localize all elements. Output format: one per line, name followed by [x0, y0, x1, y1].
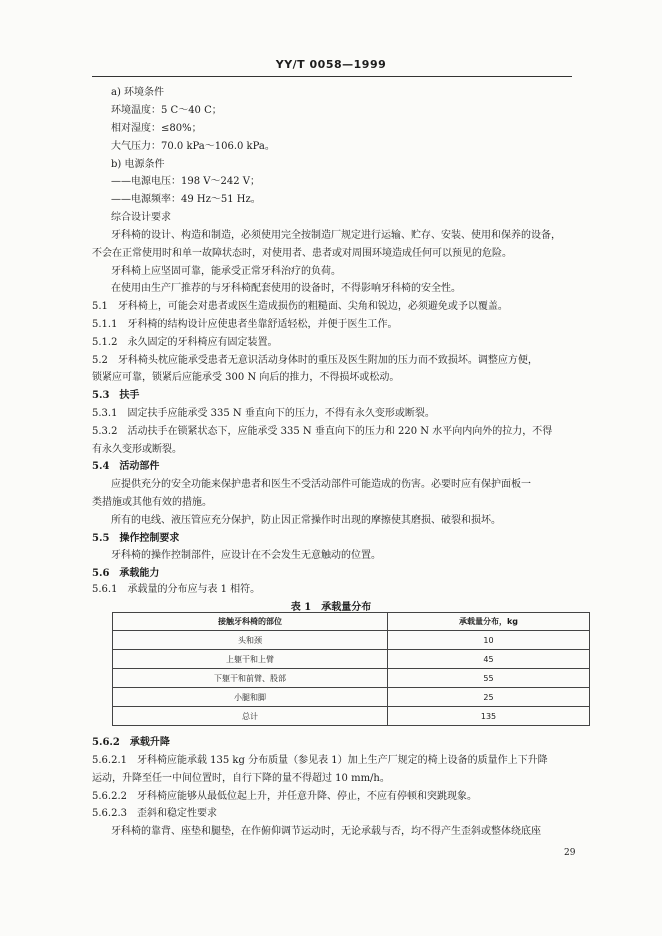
table-caption: 表 1 承载量分布 [290, 602, 372, 613]
clause-5-3-2: 5.3.2 活动扶手在锁紧状态下，应能承受 335 N 垂直向下的压力和 220 N 水平向内向外的拉力，不得 [92, 426, 553, 437]
paragraph-line: 牙科椅上应坚固可靠，能承受正常牙科治疗的负荷。 [111, 266, 341, 277]
page-number: 29 [564, 848, 576, 858]
clause-5-3-1: 5.3.1 固定扶手应能承受 335 N 垂直向下的压力，不得有永久变形或断裂。 [92, 408, 435, 419]
table-row [113, 688, 590, 707]
paragraph-line: 在使用由生产厂推荐的与牙科椅配套使用的设备时，不得影响牙科椅的安全性。 [111, 283, 461, 294]
paragraph-line: 牙科椅的设计、构造和制造，必须使用完全按制造厂规定进行运输、贮存、安装、使用和保养的设备， [111, 230, 561, 241]
env-humidity: 相对湿度：≤80%； [111, 123, 202, 134]
load-distribution-table [112, 612, 590, 726]
table-cell: 25 [388, 688, 590, 707]
table-row [113, 669, 590, 688]
power-frequency: ——电源频率：49 Hz～51 Hz。 [111, 194, 261, 205]
paragraph-line: 锁紧应可靠，锁紧后应能承受 300 N 向后的推力，不得损坏或松动。 [92, 372, 400, 383]
clause-5-2: 5.2 牙科椅头枕应能承受患者无意识活动身体时的重压及医生附加的压力而不致损坏。调整应方便， [92, 355, 538, 366]
table-cell: 55 [388, 669, 590, 688]
clause-5-6-2-2: 5.6.2.2 牙科椅应能够从最低位起上升，并任意升降、停止，不应有停顿和突跳现象。 [92, 791, 477, 802]
clause-5-1: 5.1 牙科椅上，可能会对患者或医生造成损伤的粗糙面、尖角和锐边，必须避免或予以覆盖。 [92, 301, 508, 312]
table-cell: 10 [388, 631, 590, 650]
clause-5-1-1: 5.1.1 牙科椅的结构设计应使患者坐靠舒适轻松，并便于医生工作。 [92, 319, 398, 330]
table-cell: 45 [388, 650, 590, 669]
paragraph-line: 运动，升降至任一中间位置时，自行下降的量不得超过 10 mm/h。 [92, 773, 390, 784]
table-cell: 上躯干和上臂 [113, 650, 388, 669]
paragraph-line: 牙科椅的靠背、座垫和腿垫，在作俯仰调节运动时，无论承载与否，均不得产生歪斜或整体绕底座 [111, 826, 541, 837]
clause-5-5-heading: 5.5 操作控制要求 [92, 533, 180, 544]
design-requirements-heading: 综合设计要求 [111, 212, 171, 223]
paragraph-line: 应提供充分的安全功能来保护患者和医生不受活动部件可能造成的伤害。必要时应有保护面板一 [111, 479, 531, 490]
clause-5-1-2: 5.1.2 永久固定的牙科椅应有固定装置。 [92, 337, 278, 348]
paragraph-line: 类措施或其他有效的措施。 [92, 497, 212, 508]
clause-5-6-2-1: 5.6.2.1 牙科椅应能承载 135 kg 分布质量（参见表 1）加上生产厂规定的椅上设备的质量作上下升降 [92, 755, 548, 766]
table-cell: 135 [388, 707, 590, 726]
paragraph-line: 不会在正常使用时和单一故障状态时，对使用者、患者或对周围环境造成任何可以预见的危险。 [92, 248, 512, 259]
paragraph-line: 有永久变形或断裂。 [92, 444, 182, 455]
table-row [113, 631, 590, 650]
clause-5-6-heading: 5.6 承载能力 [92, 568, 160, 579]
header-rule [92, 76, 572, 77]
table-cell: 小腿和脚 [113, 688, 388, 707]
clause-5-4-heading: 5.4 活动部件 [92, 461, 160, 472]
table-cell: 下躯干和前臂、股部 [113, 669, 388, 688]
table-header-cell: 承载量分布，kg [388, 613, 590, 631]
paragraph-line: 所有的电线、液压管应充分保护，防止因正常操作时出现的摩擦使其磨损、破裂和损坏。 [111, 515, 501, 526]
clause-5-6-1: 5.6.1 承载量的分布应与表 1 相符。 [92, 584, 261, 595]
standard-code-header: YY/T 0058—1999 [275, 58, 387, 71]
clause-5-3-heading: 5.3 扶手 [92, 390, 140, 401]
table-header-row [113, 613, 590, 631]
paragraph-line: 牙科椅的操作控制部件，应设计在不会发生无意触动的位置。 [111, 550, 381, 561]
table-cell: 头和颈 [113, 631, 388, 650]
env-pressure: 大气压力：70.0 kPa～106.0 kPa。 [111, 141, 275, 152]
table-header-cell: 接触牙科椅的部位 [113, 613, 388, 631]
table-row [113, 650, 590, 669]
clause-5-6-2-3: 5.6.2.3 歪斜和稳定性要求 [92, 808, 217, 819]
clause-5-6-2-heading: 5.6.2 承载升降 [92, 737, 170, 748]
power-voltage: ——电源电压：198 V～242 V； [111, 176, 260, 187]
table-row [113, 707, 590, 726]
env-conditions-label: a) 环境条件 [111, 87, 165, 98]
env-temperature: 环境温度：5 C～40 C； [111, 105, 222, 116]
power-conditions-label: b) 电源条件 [111, 159, 165, 170]
table-cell: 总计 [113, 707, 388, 726]
